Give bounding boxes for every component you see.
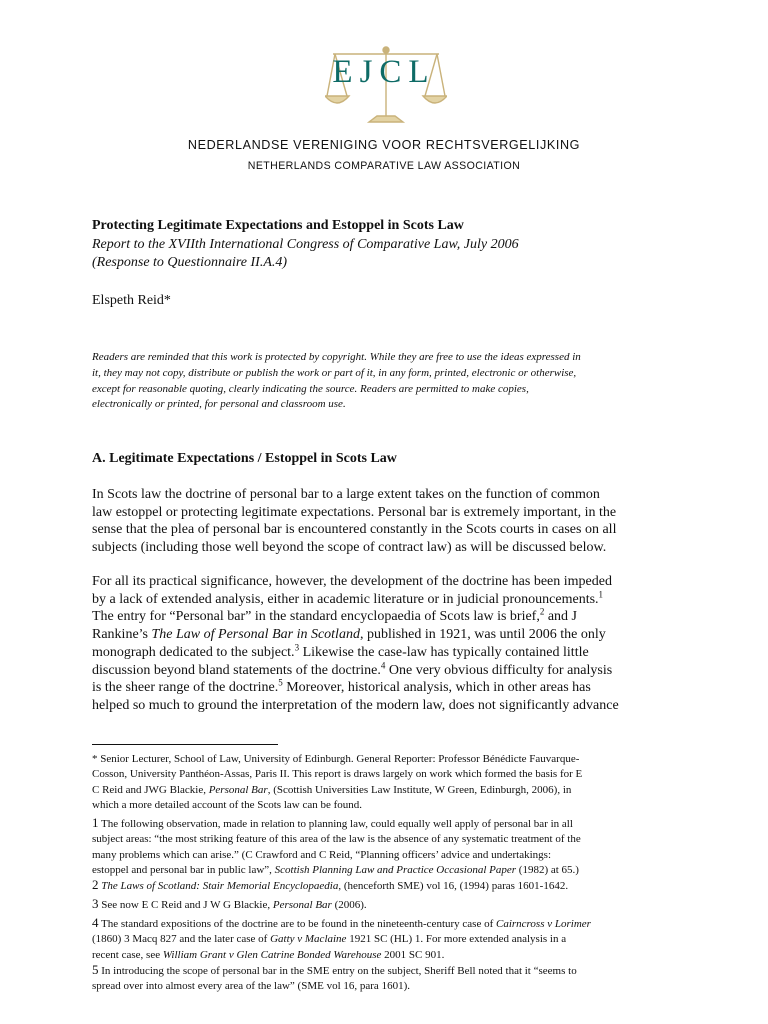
paragraph-line (92, 659, 706, 680)
text-run: (1982) at 65.) (516, 863, 579, 876)
footnote-line (92, 863, 706, 878)
text-run: See now E C Reid and J W G Blackie, (98, 899, 273, 911)
body-paragraph (92, 573, 706, 715)
footnote-ref: 1 (598, 589, 604, 600)
publication-title: Scottish Planning Law and Practice Occasional Paper (274, 863, 517, 876)
paragraph-line: For all its practical significance, however, the development of the doctrine has been impeded (92, 574, 612, 589)
footnote-ref: 2 (539, 606, 545, 617)
footnote-line (92, 877, 706, 894)
paragraph-line (92, 591, 706, 609)
text-run: estoppel and personal bar in public law”, (92, 863, 275, 876)
footnote-mark: 5 (92, 962, 99, 977)
paragraph-line: helped so much to ground the interpretation of the modern law, does not significantly advance (92, 697, 619, 713)
author-name: Elspeth Reid* (92, 293, 171, 308)
footnote-ref: 5 (278, 677, 283, 688)
copyright-notice (92, 350, 692, 413)
paragraph-line (92, 608, 706, 626)
text-run: monograph dedicated to the subject. (92, 644, 295, 660)
book-title: Personal Bar (208, 783, 268, 796)
footnote-5 (92, 962, 706, 995)
text-run: C Reid and JWG Blackie, (92, 783, 209, 796)
notice-line: Readers are reminded that this work is protected by copyright. While they are free to use the ideas expressed in (92, 351, 581, 363)
text-run: discussion beyond bland statements of the doctrine. (92, 662, 381, 678)
text-run: is the sheer range of the doctrine. (92, 680, 279, 696)
publication-title: The Laws of Scotland: Stair Memorial Encyclopaedia (98, 880, 339, 892)
logo-text: EJCL (332, 54, 436, 90)
footnote-line (92, 815, 706, 832)
paragraph-line (92, 679, 706, 697)
footnote-ref: 4 (380, 659, 386, 670)
footnote-line: * Senior Lecturer, School of Law, University of Edinburgh. General Reporter: Professor Bénédicte Fauvarque- (92, 753, 580, 765)
text-run: The following observation, made in relation to planning law, could equally well apply of personal bar in all (98, 818, 573, 830)
footnote-line (92, 948, 706, 963)
text-run: The entry for “Personal bar” in the standard encyclopaedia of Scots law is brief, (92, 609, 540, 625)
text-run: One very obvious difficulty for analysis (385, 662, 613, 678)
text-run: and J (544, 609, 578, 625)
text-run: Likewise the case-law has typically contained little (299, 644, 589, 660)
section-heading: A. Legitimate Expectations / Estoppel in Scots Law (92, 451, 397, 466)
paragraph-line (92, 644, 706, 662)
footnote-line: Cosson, University Panthéon-Assas, Paris II. This report is draws largely on work which formed the basis for E (92, 768, 583, 781)
book-title: The Law of Personal Bar in Scotland (151, 627, 360, 643)
text-run: (1860) 3 Macq 827 and the later case of (92, 933, 271, 946)
text-run: by a lack of extended analysis, either in academic literature or in judicial pronouncements. (92, 591, 599, 607)
text-run: , (henceforth SME) vol 16, (1994) paras 1601-1642. (338, 880, 569, 892)
footnote-divider (92, 744, 278, 745)
footnote-line: spread over into almost every area of the law” (SME vol 16, para 1601). (92, 980, 410, 993)
text-run: Moreover, historical analysis, which in other areas has (282, 680, 591, 696)
text-run: , published in 1921, was until 2006 the only (359, 627, 606, 643)
case-name: William Grant v Glen Catrine Bonded Warehouse (162, 948, 382, 961)
body-paragraph (92, 486, 706, 557)
footnote-mark: 2 (92, 877, 99, 892)
book-title: Personal Bar (272, 899, 332, 911)
footnote-2 (92, 877, 706, 894)
footnote-line (92, 915, 706, 932)
association-name-english: NETHERLANDS COMPARATIVE LAW ASSOCIATION (247, 160, 521, 172)
footnote-line (92, 783, 706, 798)
association-name-dutch: NEDERLANDSE VERENIGING VOOR RECHTSVERGELIJKING (187, 138, 581, 152)
footnote-line: many problems which can arise.” (C Crawford and C Reid, “Planning officers’ advice and undertakings: (92, 848, 552, 861)
ejcl-logo (0, 44, 768, 124)
notice-line: electronically or printed, for personal and classroom use. (92, 398, 346, 411)
footnote-line (92, 962, 706, 979)
notice-line: it, they may not copy, distribute or publish the work or part of it, in any form, printed, electronic or otherwise, (92, 366, 577, 379)
footnote-line: subject areas: “the most striking feature of this area of the law is the absence of any systematic treatment of the (92, 833, 581, 846)
footnote-mark: 3 (92, 896, 99, 911)
text-run: recent case, see (92, 948, 163, 961)
text-run: Rankine’s (92, 627, 152, 643)
case-name: Gatty v Maclaine (270, 933, 347, 946)
paragraph-line (92, 626, 706, 644)
subtitle-line: (Response to Questionnaire II.A.4) (92, 255, 288, 270)
footnote-1 (92, 815, 706, 878)
footnote-3 (92, 896, 706, 913)
text-run: 1921 SC (HL) 1. For more extended analysis in a (346, 933, 567, 946)
text-run: In introducing the scope of personal bar in the SME entry on the subject, Sheriff Bell noted that it “seems to (98, 965, 577, 977)
footnote-4 (92, 915, 706, 963)
case-name: Cairncross v Lorimer (496, 918, 591, 930)
footnote-line (92, 932, 706, 947)
subtitle-line: Report to the XVIIth International Congress of Comparative Law, July 2006 (92, 237, 519, 252)
text-run: The standard expositions of the doctrine are to be found in the nineteenth-century case of (98, 918, 496, 930)
paragraph-line: In Scots law the doctrine of personal bar to a large extent takes on the function of common (92, 487, 600, 502)
text-run: (2006). (331, 899, 367, 911)
paragraph-line: sense that the plea of personal bar is encountered constantly in the Scots courts in cases on all (92, 522, 617, 538)
footnote-line (92, 896, 706, 913)
text-run: 2001 SC 901. (381, 948, 445, 961)
footnote-line: which a more detailed account of the Scots law can be found. (92, 798, 363, 811)
footnote-author (92, 752, 706, 813)
footnote-ref: 3 (294, 642, 300, 653)
document-subtitle (92, 236, 692, 272)
paragraph-line: law estoppel or protecting legitimate expectations. Personal bar is extremely important, in the (92, 504, 617, 520)
paragraph-line: subjects (including those well beyond the scope of contract law) as will be discussed below. (92, 540, 607, 556)
footnote-mark: 1 (92, 815, 99, 830)
text-run: , (Scottish Universities Law Institute, W Green, Edinburgh, 2006), in (267, 783, 572, 796)
footnote-mark: 4 (92, 915, 99, 930)
document-title: Protecting Legitimate Expectations and Estoppel in Scots Law (92, 218, 464, 233)
notice-line: except for reasonable quoting, clearly indicating the source. Readers are permitted to make copies, (92, 382, 529, 395)
